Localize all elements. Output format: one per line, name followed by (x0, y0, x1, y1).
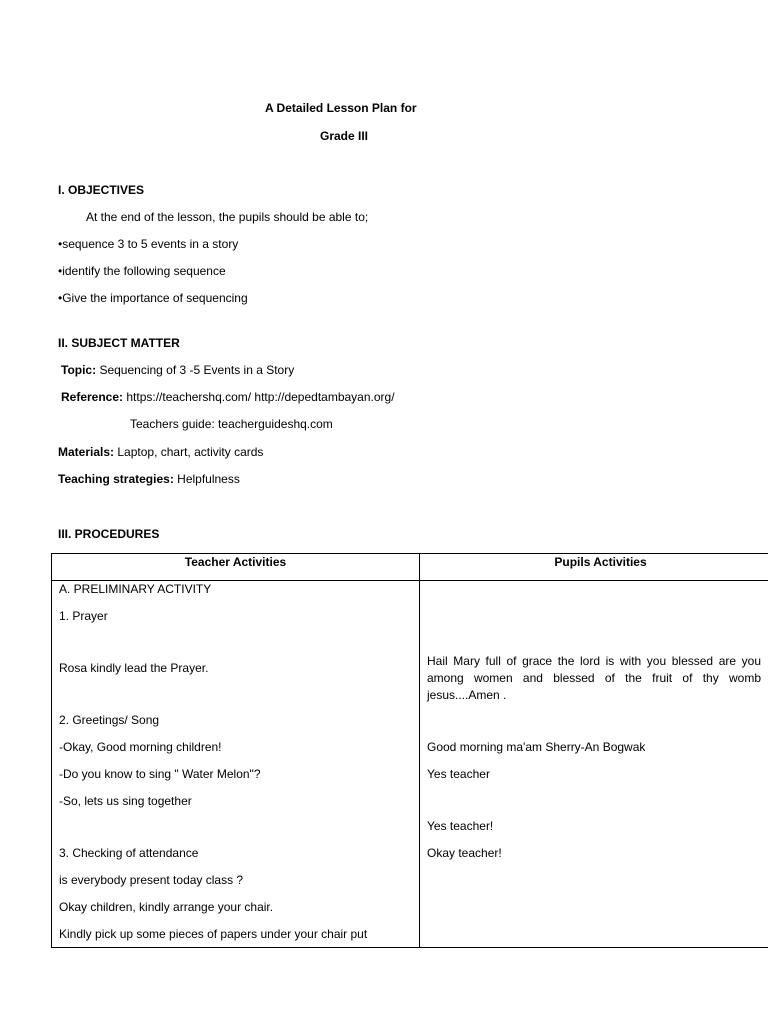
topic-line (61, 363, 294, 377)
materials-value: Laptop, chart, activity cards (114, 445, 264, 459)
procedures-heading: III. PROCEDURES (58, 527, 160, 541)
teacher-line: 3. Checking of attendance (59, 846, 199, 860)
strategies-label: Teaching strategies: (58, 472, 174, 486)
grade-label: Grade III (320, 129, 369, 143)
objectives-heading: I. OBJECTIVES (58, 183, 145, 197)
teacher-activities-cell (52, 581, 420, 948)
pupil-prayer: Hail Mary full of grace the lord is with you blessed are you among women and blessed of the fruit of thy womb jesus....Amen . (427, 654, 761, 702)
pupil-line: Okay teacher! (427, 846, 502, 860)
teacher-line: 1. Prayer (59, 609, 108, 623)
teacher-activities-header: Teacher Activities (52, 554, 420, 581)
subject-matter-heading: II. SUBJECT MATTER (58, 336, 180, 350)
teacher-line: 2. Greetings/ Song (59, 713, 160, 727)
strategies-value: Helpfulness (173, 472, 240, 486)
teacher-line: is everybody present today class ? (59, 873, 244, 887)
pupil-line: Yes teacher (427, 767, 490, 781)
teacher-line: -Okay, Good morning children! (59, 740, 222, 754)
reference-value: https://teachershq.com/ http://depedtambayan.org/ (123, 390, 395, 404)
teacher-line: -Do you know to sing " Water Melon"? (59, 767, 261, 781)
procedures-table (51, 553, 768, 948)
objective-item: •identify the following sequence (58, 264, 226, 278)
reference-line (61, 390, 395, 404)
teacher-line: Kindly pick up some pieces of papers under your chair put (59, 927, 368, 941)
teacher-line: -So, lets us sing together (59, 794, 192, 808)
teachers-guide-line: Teachers guide: teacherguideshq.com (130, 417, 333, 431)
objective-item: •sequence 3 to 5 events in a story (58, 237, 239, 251)
reference-label: Reference: (61, 390, 124, 404)
teacher-line: A. PRELIMINARY ACTIVITY (59, 582, 212, 596)
objective-item: •Give the importance of sequencing (58, 291, 248, 305)
teacher-line: Okay children, kindly arrange your chair. (59, 900, 274, 914)
materials-line (58, 445, 263, 459)
topic-value: Sequencing of 3 -5 Events in a Story (96, 363, 295, 377)
topic-label: Topic: (61, 363, 97, 377)
document-title: A Detailed Lesson Plan for (265, 101, 417, 115)
pupils-activities-cell (420, 581, 768, 948)
pupil-line: Yes teacher! (427, 819, 494, 833)
pupils-activities-header: Pupils Activities (420, 554, 768, 581)
teacher-line: Rosa kindly lead the Prayer. (59, 661, 209, 675)
objectives-intro: At the end of the lesson, the pupils should be able to; (86, 210, 369, 224)
strategies-line (58, 472, 240, 486)
pupil-line: Good morning ma'am Sherry-An Bogwak (427, 740, 646, 754)
materials-label: Materials: (58, 445, 115, 459)
